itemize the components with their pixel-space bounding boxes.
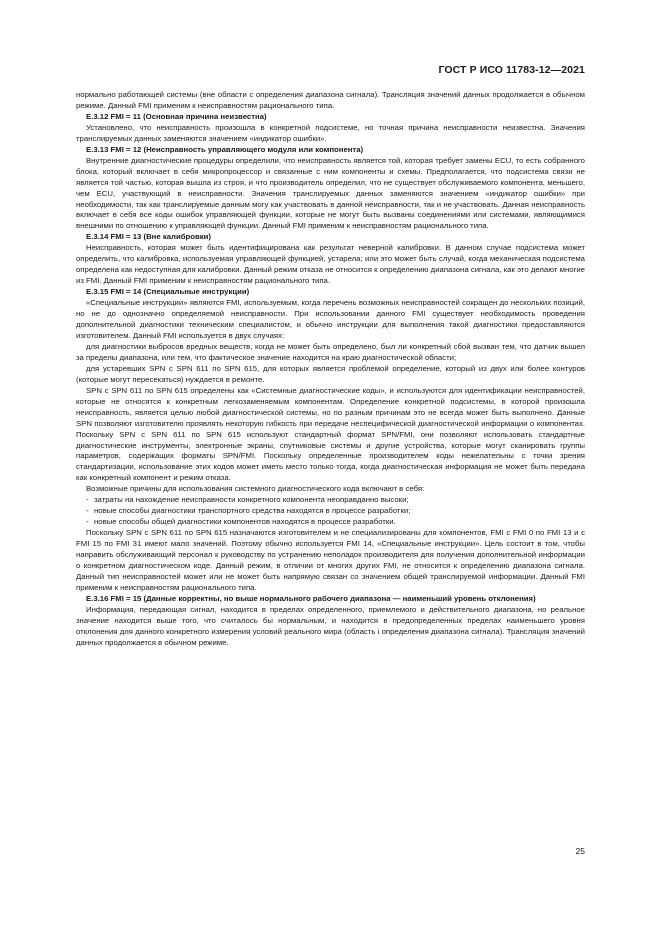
list-item-text: новые способы общей диагностики компонентов находятся в процессе разработки.	[94, 517, 396, 527]
body-paragraph: для диагностики выбросов вредных веществ, когда не может быть определено, был ли конкретный сбой вызван тем, что датчик вышел за пределы диапазона, или тем, что фактическое значение находится на краю диагностической области;	[76, 341, 585, 362]
list-item-text: новые способы диагностики транспортного средства находятся в процессе разработки;	[94, 506, 411, 516]
section-heading: E.3.13 FMI = 12 (Неисправность управляющего модуля или компонента)	[86, 144, 364, 154]
section-heading: E.3.15 FMI = 14 (Специальные инструкции)	[86, 287, 250, 297]
body-paragraph: SPN с SPN 611 по SPN 615 определены как «Системные диагностические коды», и используются для идентификации неисправностей, которые не относятся к конкретным легкозаменяемым компонентам. Определение конкретной подсистемы, в которой произошла неисправность, является целью любой диагностической системы, но по разным причинам это не всегда может быть выполнено. Данные SPN позволяют изготовителю проявлять некоторую гибкость при передаче неспецифической диагностической информации о компонентах. Поскольку SPN с SPN 611 по SPN 615 используют стандартный формат SPN/FMI, они позволяют использовать стандартные диагностические инструменты, электронные экраны, спутниковые системы и другие устройства, которые могут сканировать группы параметров, содержащих форматы SPN/FMI. Поскольку определенные производителем коды нежелательны с точки зрения стандартизации, использование этих кодов может иметь место только тогда, когда диагностическая информация не может быть передана как конкретный компонент и режим отказа.	[76, 385, 585, 483]
body-paragraph: Неисправность, которая может быть идентифицирована как результат неверной калибровки. В данном случае подсистема может определить, что калибровка, используемая управляющей функцией, устарела; или это может быть случай, когда механическая подсистема определена как недоступная для калибровки. Данный режим отказа не относится к определению диапазона сигнала, как это делают многие из FMI. Данный FMI применим к неисправностям рационального типа.	[76, 243, 585, 286]
body-paragraph: Возможные причины для использования системного диагностического кода включают в себя:	[86, 484, 425, 494]
body-paragraph: нормально работающей системы (вне области с определения диапазона сигнала). Трансляция значений данных продолжается в обычном режиме. Данный FMI применим к неисправностям рационального типа.	[76, 90, 585, 110]
section-heading: E.3.12 FMI = 11 (Основная причина неизвестна)	[86, 111, 267, 121]
list-item	[76, 517, 585, 528]
section-heading: E.3.16 FMI = 15 (Данные корректны, но выше нормального рабочего диапазона — наименьший уровень отклонения)	[86, 593, 536, 603]
page-number: 25	[575, 846, 585, 856]
list-marker: -	[86, 506, 89, 516]
section-heading: E.3.14 FMI = 13 (Вне калибровки)	[86, 232, 211, 242]
body-paragraph: для устаревших SPN с SPN 611 по SPN 615, для которых является проблемой определение, который из двух или более контуров (которые могут пересекаться) нуждается в ремонте.	[76, 363, 585, 384]
body-paragraph: Поскольку SPN с SPN 611 по SPN 615 назначаются изготовителем и не специализированы для компонентов, FMI с FMI 0 по FMI 13 и с FMI 15 по FMI 31 имеют мало значений. Поэтому обычно используется FMI 14, «Специальные инструкции». Цель состоит в том, чтобы направить обслуживающий персонал к руководству по устранению неполадок производителя для получения дополнительной информации о конкретном диагностическом коде. Данный режим, в отличии от многих других FMI, не относится к определению диапазона сигнала. Данный тип неисправностей может или не может быть напрямую связан со значением общей транслируемой информации. Данный FMI применим к неисправностям рационального типа.	[76, 528, 585, 592]
body-paragraph: Установлено, что неисправность произошла в конкретной подсистеме, но точная причина неисправности неизвестна. Значения транслируемых данных заменяются значением «индикатор ошибки».	[76, 122, 585, 143]
standard-header: ГОСТ Р ИСО 11783-12—2021	[438, 64, 585, 76]
list-item	[76, 506, 585, 517]
list-marker: -	[86, 517, 89, 527]
body-paragraph: «Специальные инструкции» являются FMI, используемым, когда перечень возможных неисправностей сокращен до нескольких позиций, но не до однозначно определяемой неисправности. При использовании данного FMI существует необходимость проведения дополнительной диагностики техническим специалистом, и обычно инструкции для выполнения такой диагностики предоставляются изготовителем. Данный FMI используется в двух случаях:	[76, 298, 585, 340]
document-body	[76, 90, 585, 649]
list-marker: -	[86, 495, 89, 505]
body-paragraph: Внутренние диагностические процедуры определили, что неисправность является той, которая требует замены ECU, то есть собранного блока, который включает в себя микропроцессор и связанные с ним компоненты и схемы. Предполагается, что подсистема связи не является той частью, которая вышла из строя, и что производитель определил, что не существует обслуживаемого компонента, меньшего, чем ECU, участвующий в неисправности. Значения транслируемых данных заменяются значением «индикатор ошибки» при необходимости, так как транслируемые данным могу как участвовать в данной неисправности, так и не участвовать. Данная неисправность включает в себя все коды ошибок управляющей функции, которые не могут быть вызваны соединениями или системами, являющимися внешними по отношению к управляющей функции. Данный FMI применим к неисправностям рационального типа.	[76, 155, 585, 231]
body-paragraph: Информация, передающая сигнал, находится в пределах определенного, приемлемого и действительного диапазона, но реальное значение находится выше того, что считалось бы нормальным, и находится в предопределенных пределах наименьшего уровня отклонения для данного конкретного измерения условий реального мира (область i определения диапазона сигнала). Трансляция значений данных продолжается в обычном режиме.	[76, 604, 585, 647]
list-item	[76, 495, 585, 506]
list-item-text: затраты на нахождение неисправности конкретного компонента неоправданно высоки;	[94, 495, 409, 505]
